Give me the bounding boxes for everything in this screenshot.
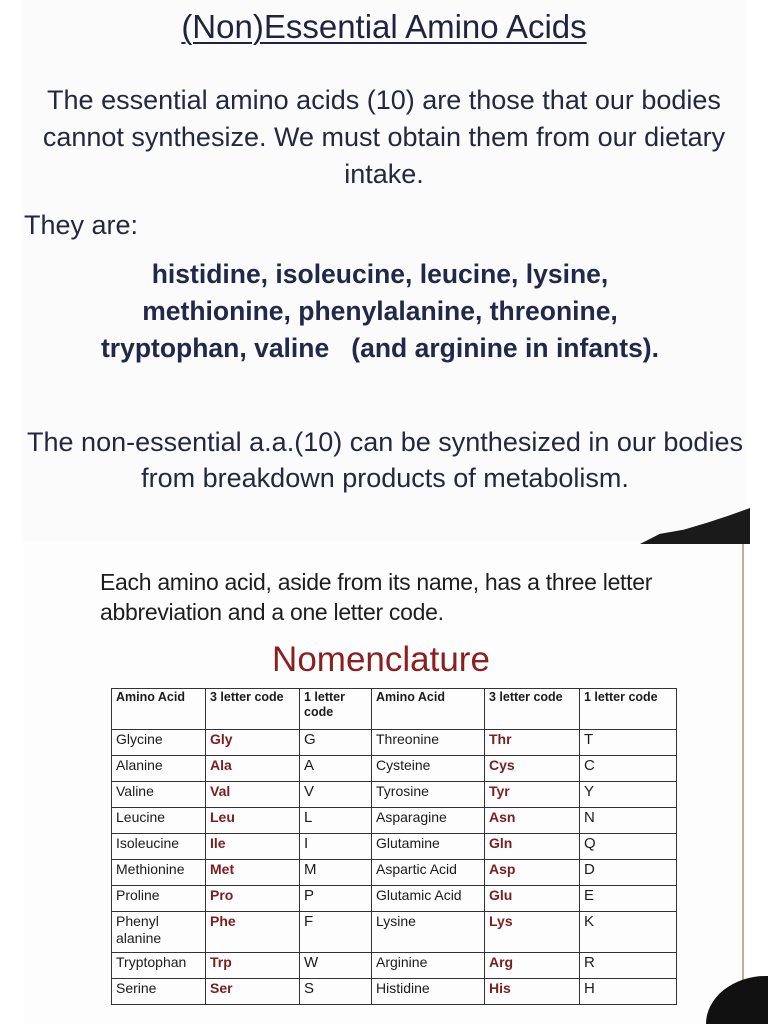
one-letter-code: H [580,979,677,1005]
three-letter-code: Gln [485,834,580,860]
amino-acid-name: Serine [112,979,206,1005]
amino-acid-name: Threonine [372,730,485,756]
one-letter-code: F [300,912,372,953]
table-row [112,860,677,886]
amino-acid-name: Tyrosine [372,782,485,808]
three-letter-code: Asp [485,860,580,886]
amino-acid-name: Histidine [372,979,485,1005]
amino-acid-name: Arginine [372,953,485,979]
essential-intro: The essential amino acids (10) are those that our bodies cannot synthesize. We must obtain them from our dietary intake. [42,85,726,189]
three-letter-code: Met [206,860,300,886]
table-row [112,782,677,808]
amino-acid-name: Phenyl alanine [112,912,206,953]
three-letter-code: Tyr [485,782,580,808]
three-letter-code: Ala [206,756,300,782]
header-cell: 3 letter code [485,689,580,730]
they-are-label: They are: [24,210,139,240]
table-row [112,730,677,756]
three-letter-code: Thr [485,730,580,756]
three-letter-code: His [485,979,580,1005]
three-letter-code: Gly [206,730,300,756]
one-letter-code: G [300,730,372,756]
amino-acid-name: Proline [112,886,206,912]
three-letter-code: Val [206,782,300,808]
one-letter-code: V [300,782,372,808]
one-letter-code: K [580,912,677,953]
amino-acid-name: Glycine [112,730,206,756]
amino-acid-name: Isoleucine [112,834,206,860]
one-letter-code: A [300,756,372,782]
header-cell: 3 letter code [206,689,300,730]
header-cell: Amino Acid [372,689,485,730]
table-header-row [112,689,677,730]
essential-list-line-1: histidine, isoleucine, leucine, lysine, [151,259,609,289]
three-letter-code: Cys [485,756,580,782]
one-letter-code: Y [580,782,677,808]
amino-acid-name: Alanine [112,756,206,782]
nonessential-text: The non-essential a.a.(10) can be synthesized in our bodies from breakdown products of metabolism. [27,427,743,493]
three-letter-code: Pro [206,886,300,912]
table-row [112,808,677,834]
one-letter-code: I [300,834,372,860]
abbreviation-text: Each amino acid, aside from its name, has a three letter abbreviation and a one letter code. [100,569,653,625]
header-cell: Amino Acid [112,689,206,730]
table-row [112,756,677,782]
amino-acid-name: Glutamine [372,834,485,860]
table-row [112,953,677,979]
amino-acid-name: Glutamic Acid [372,886,485,912]
three-letter-code: Ser [206,979,300,1005]
three-letter-code: Phe [206,912,300,953]
one-letter-code: Q [580,834,677,860]
one-letter-code: N [580,808,677,834]
amino-acid-name: Tryptophan [112,953,206,979]
one-letter-code: T [580,730,677,756]
one-letter-code: P [300,886,372,912]
amino-acid-name: Asparagine [372,808,485,834]
one-letter-code: R [580,953,677,979]
three-letter-code: Trp [206,953,300,979]
nomenclature-table [111,688,677,1005]
table-row [112,886,677,912]
table-row [112,834,677,860]
three-letter-code: Leu [206,808,300,834]
three-letter-code: Asn [485,808,580,834]
amino-acid-name: Leucine [112,808,206,834]
table-row [112,979,677,1005]
amino-acid-name: Lysine [372,912,485,953]
three-letter-code: Ile [206,834,300,860]
one-letter-code: C [580,756,677,782]
amino-acid-name: Aspartic Acid [372,860,485,886]
amino-acid-name: Methionine [112,860,206,886]
amino-acid-name: Valine [112,782,206,808]
one-letter-code: E [580,886,677,912]
amino-acid-name: Cysteine [372,756,485,782]
three-letter-code: Arg [485,953,580,979]
one-letter-code: S [300,979,372,1005]
header-cell: 1 letter code [580,689,677,730]
three-letter-code: Lys [485,912,580,953]
one-letter-code: L [300,808,372,834]
table-row [112,912,677,953]
essential-list-line-2: methionine, phenylalanine, threonine, [142,296,618,326]
three-letter-code: Glu [485,886,580,912]
header-cell: 1 letter code [300,689,372,730]
one-letter-code: D [580,860,677,886]
nomenclature-title: Nomenclature [272,640,490,679]
one-letter-code: M [300,860,372,886]
essential-list-line-3: tryptophan, valine (and arginine in infants). [100,333,659,363]
essential-amino-acid-list [20,256,740,367]
one-letter-code: W [300,953,372,979]
page-title: (Non)Essential Amino Acids [181,8,587,45]
